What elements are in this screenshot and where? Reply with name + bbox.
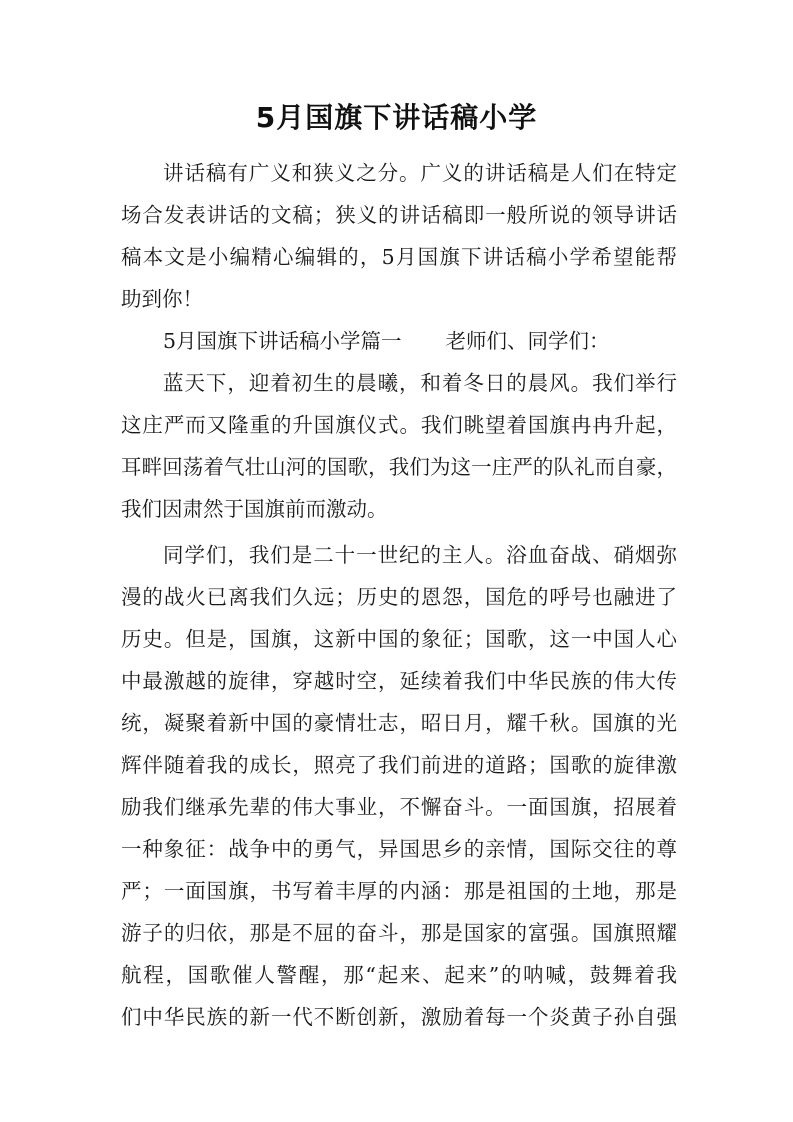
text-line: 蓝天下，迎着初生的晨曦，和着冬日的晨风。我们举行 xyxy=(163,371,677,395)
text-line: 同学们，我们是二十一世纪的主人。浴血奋战、硝烟弥 xyxy=(163,543,677,567)
text-line: 我们因肃然于国旗前而激动。 xyxy=(121,497,388,521)
text-line: 历史。但是，国旗，这新中国的象征；国歌，这一中国人心 xyxy=(121,627,677,651)
intro-paragraph xyxy=(121,152,677,320)
greeting: 老师们、同学们： xyxy=(445,329,610,353)
text-line: 漫的战火已离我们久远；历史的恩怨，国危的呼号也融进了 xyxy=(121,585,677,609)
text-line: 励我们继承先辈的伟大事业，不懈奋斗。一面国旗，招展着 xyxy=(121,795,677,819)
section-heading-line xyxy=(121,320,677,362)
text-line: 辉伴随着我的成长，照亮了我们前进的道路；国歌的旋律激 xyxy=(121,753,677,777)
text-line: 助到你！ xyxy=(121,287,203,311)
body-paragraph xyxy=(121,362,677,530)
body-paragraph xyxy=(121,534,677,1038)
text-line: 场合发表讲话的文稿；狭义的讲话稿即一般所说的领导讲话 xyxy=(121,203,677,227)
text-line: 航程，国歌催人警醒，那“起来、起来”的呐喊，鼓舞着我 xyxy=(121,963,677,987)
text-line: 这庄严而又隆重的升国旗仪式。我们眺望着国旗冉冉升起， xyxy=(121,413,677,437)
text-line: 中最激越的旋律，穿越时空，延续着我们中华民族的伟大传 xyxy=(121,669,677,693)
section-title: 5月国旗下讲话稿小学篇一 xyxy=(163,329,402,353)
text-line: 严；一面国旗，书写着丰厚的内涵：那是祖国的土地，那是 xyxy=(121,879,677,903)
text-line: 耳畔回荡着气壮山河的国歌，我们为这一庄严的队礼而自豪， xyxy=(121,455,677,479)
text-line: 一种象征：战争中的勇气，异国思乡的亲情，国际交往的尊 xyxy=(121,837,677,861)
section-heading-paragraph xyxy=(121,320,677,362)
text-line: 游子的归依，那是不屈的奋斗，那是国家的富强。国旗照耀 xyxy=(121,921,677,945)
text-line: 统，凝聚着新中国的豪情壮志，昭日月，耀千秋。国旗的光 xyxy=(121,711,677,735)
text-line: 讲话稿有广义和狭义之分。广义的讲话稿是人们在特定 xyxy=(163,161,677,185)
text-line: 稿本文是小编精心编辑的，5月国旗下讲话稿小学希望能帮 xyxy=(121,245,677,269)
text-line: 们中华民族的新一代不断创新，激励着每一个炎黄子孙自强 xyxy=(121,1005,677,1029)
document-body xyxy=(121,152,677,1038)
document-title: 5月国旗下讲话稿小学 xyxy=(255,101,538,134)
